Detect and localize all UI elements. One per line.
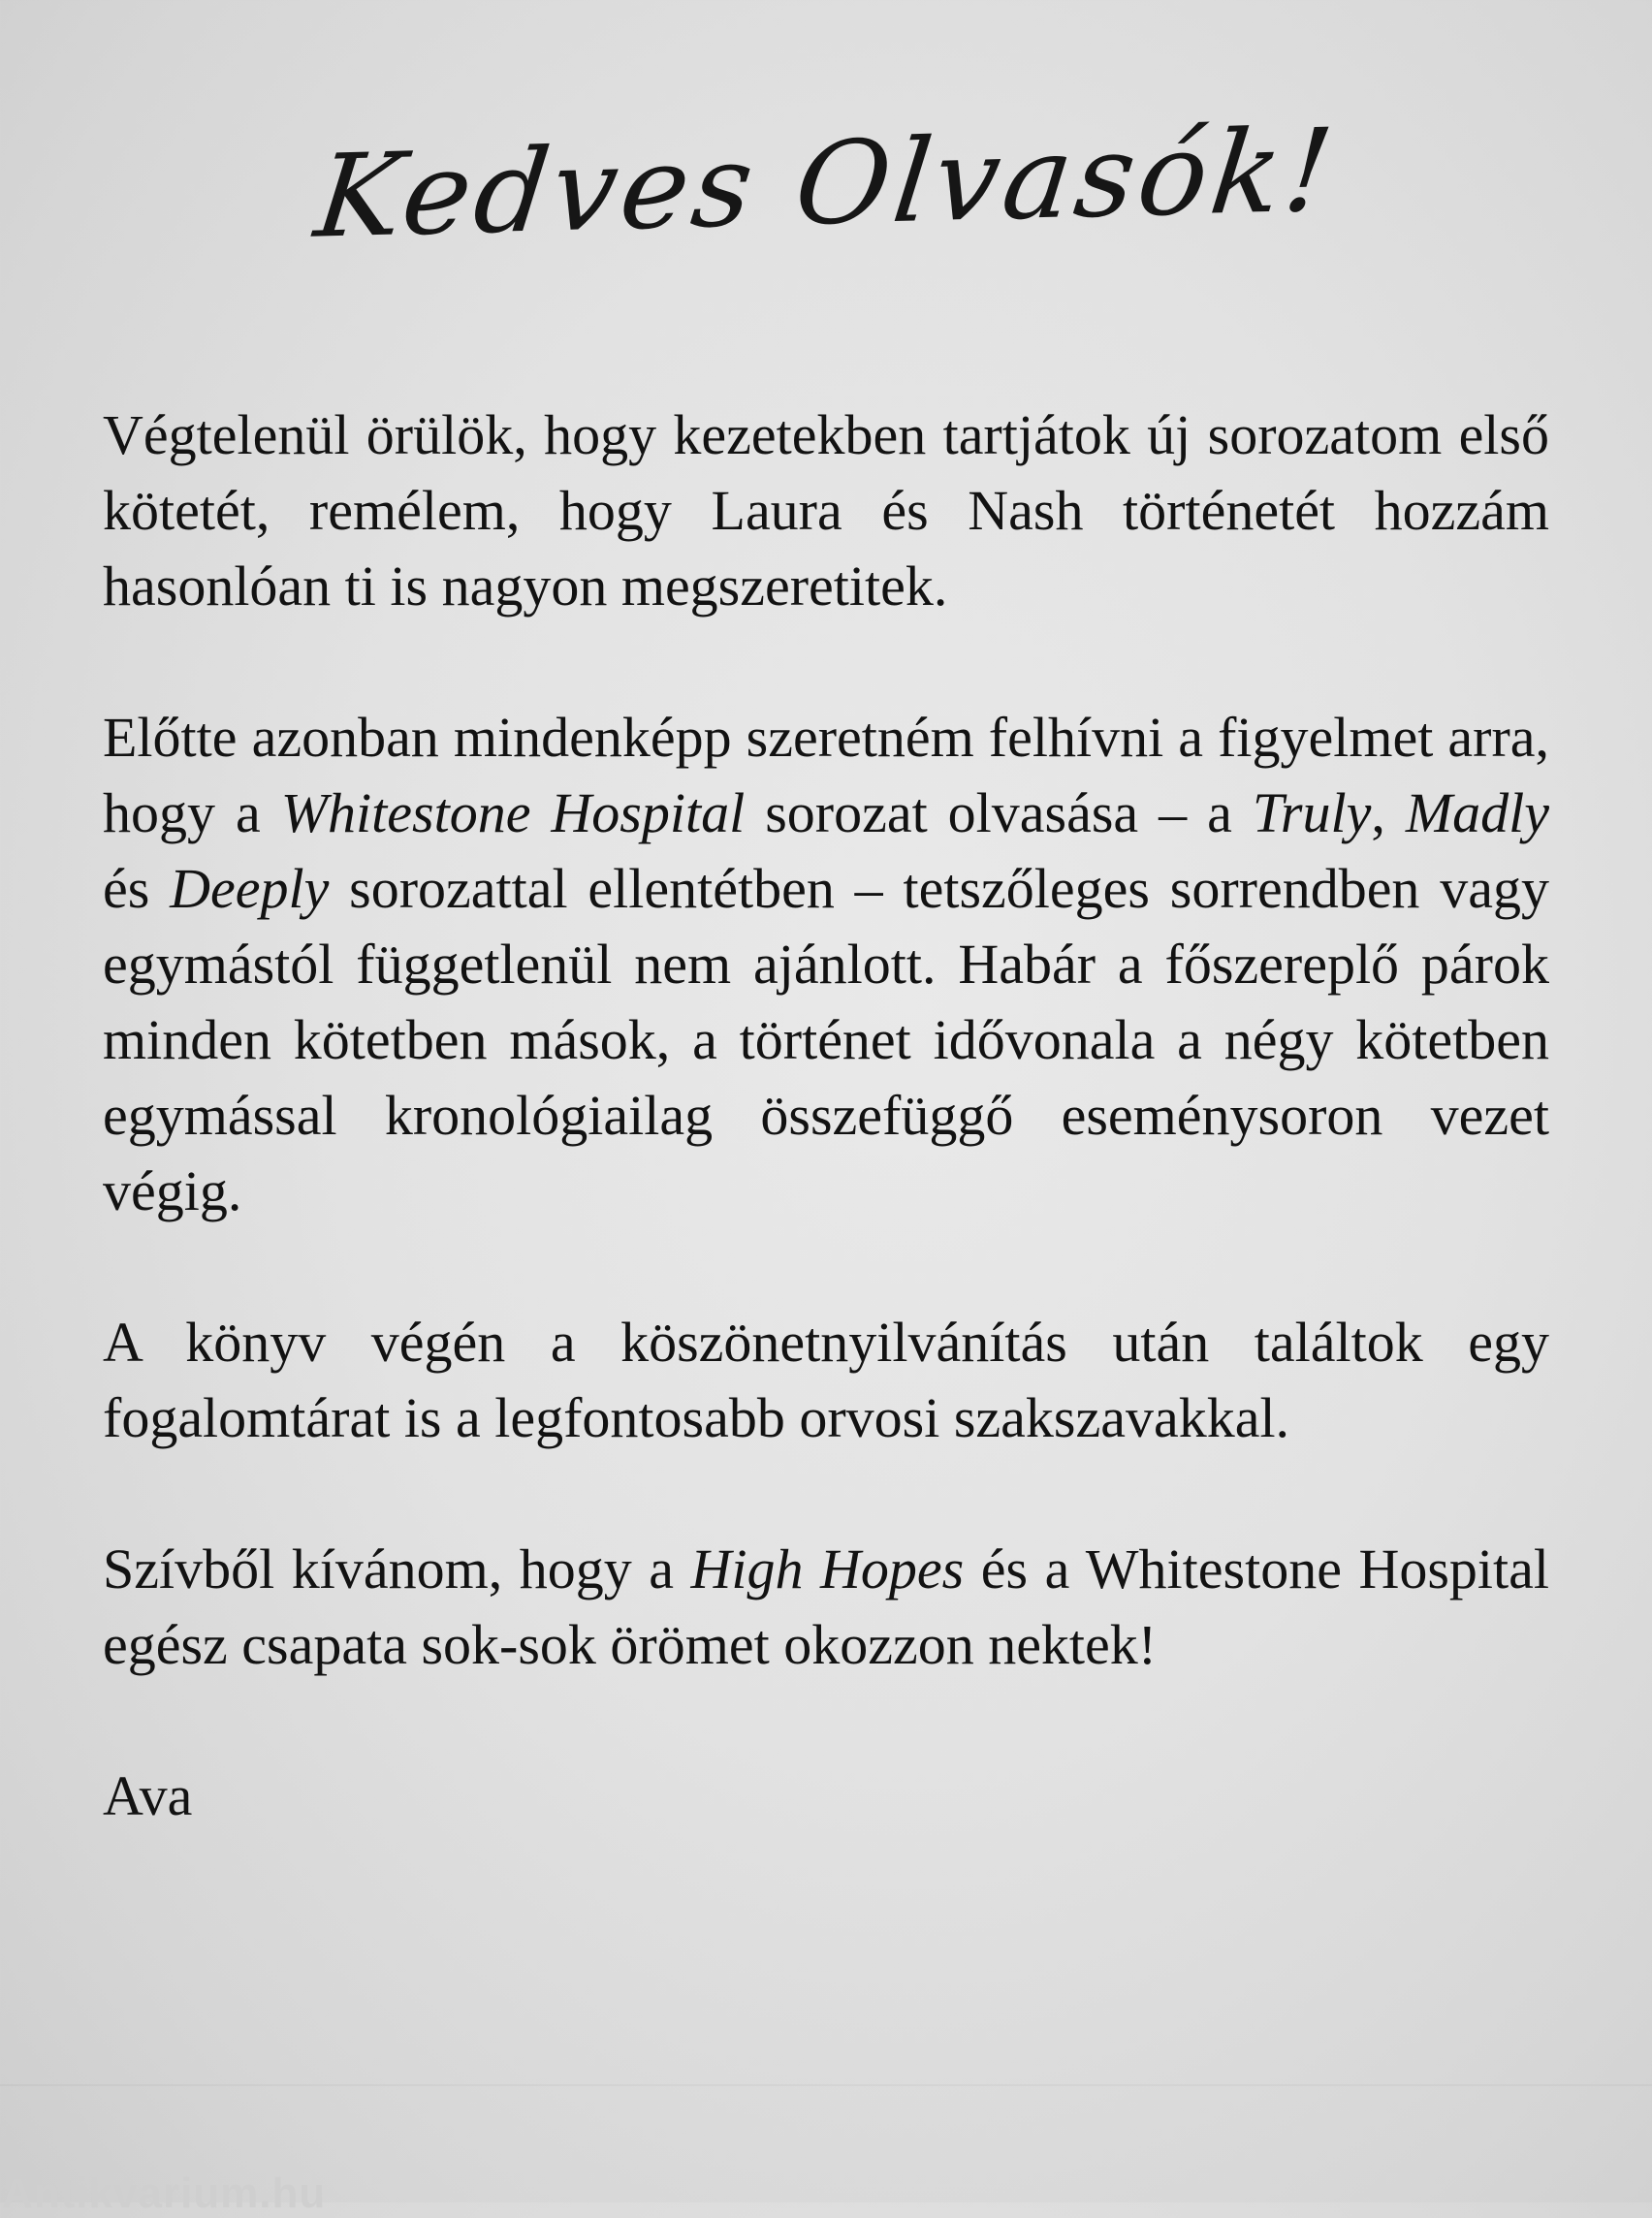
series-truly: Truly: [1252, 781, 1372, 844]
series-madly: Madly: [1405, 781, 1550, 844]
series-title: Whitestone Hospital: [280, 781, 746, 844]
page-title: Kedves Olvasók!: [308, 103, 1344, 264]
page-shadow: [0, 2084, 1652, 2086]
series-high-hopes: High Hopes: [690, 1537, 965, 1600]
letter-body: [103, 397, 1549, 1910]
paragraph-1: Végtelenül örülök, hogy kezetekben tartjátok új sorozatom első kötetét, remélem, hogy Laura és Nash történetét hozzám hasonlóan ti is nagyon megszeretitek.: [103, 403, 1549, 618]
paragraph-2: Előtte azonban mindenképp szeretném felhívni a figyelmet arra, hogy a Whitestone Hospital sorozat olvasása – a Truly, Madly és Deeply sorozattal ellentétben – tetszőleges sorrendben vagy egymástól függetlenül nem ajánlott. Habár a főszereplő párok minden kötetben mások, a történet idővonala a négy kötetben egymással kronológiailag összefüggő eseménysoron vezet végig.: [103, 706, 1550, 1222]
signature: Ava: [103, 1764, 193, 1827]
paragraph-4: Szívből kívánom, hogy a High Hopes és a Whitestone Hospital egész csapata sok-sok örömet okozzon nektek!: [103, 1537, 1549, 1676]
watermark: Antikvarium.hu: [2, 2170, 327, 2217]
paragraph-3: A könyv végén a köszönetnyilvánítás után találtok egy fogalomtárat is a legfontosabb orvosi szakszavakkal.: [103, 1311, 1549, 1449]
series-deeply: Deeply: [170, 857, 330, 920]
